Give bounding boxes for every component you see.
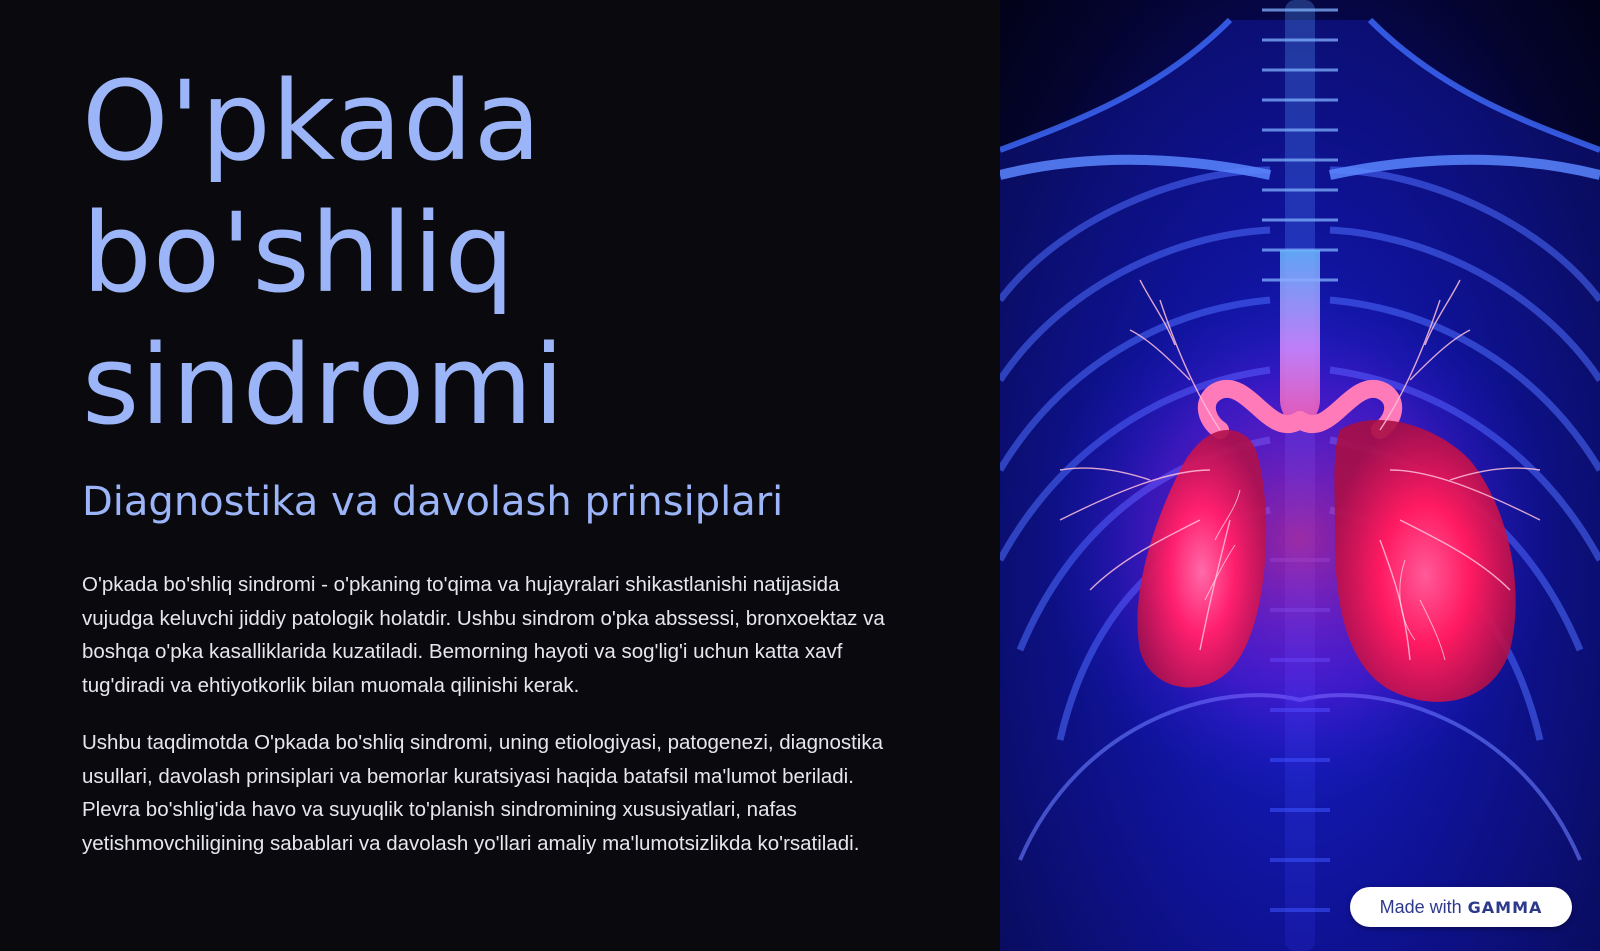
title-line-3: sindromi	[82, 321, 566, 449]
title-line-1: O'pkada	[82, 57, 543, 185]
badge-prefix: Made with	[1379, 896, 1462, 917]
page-title	[82, 55, 962, 451]
overview-paragraph: Ushbu taqdimotda O'pkada bo'shliq sindromi, uning etiologiyasi, patogenezi, diagnostika usullari, davolash prinsiplari va bemorlar kuratsiyasi haqida batafsil ma'lumot beriladi. Plevra bo'shlig'ida havo va suyuqlik to'planish sindromining xususiyatlari, nafas yetishmovchiligining sabablari va davolash yo'llari amaliy ma'lumotsizlikda ko'rsatiladi.	[82, 731, 883, 855]
slide-subtitle: Diagnostika va davolash prinsiplari	[82, 479, 784, 525]
made-with-gamma-badge[interactable]	[1350, 887, 1572, 927]
gamma-logo: GAMMA	[1467, 897, 1543, 917]
title-line-2: bo'shliq	[82, 189, 516, 317]
intro-paragraph: O'pkada bo'shliq sindromi - o'pkaning to'qima va hujayralari shikastlanishi natijasida vujudga keluvchi jiddiy patologik holatdir. Ushbu sindrom o'pka abssessi, bronxoektaz va boshqa o'pka kasalliklarida kuzatiladi. Bemorning hayoti va sog'lig'i uchun katta xavf tug'diradi va ehtiyotkorlik bilan muomala qilinishi kerak.	[82, 573, 885, 697]
lungs-xray-illustration-icon	[1000, 0, 1600, 951]
